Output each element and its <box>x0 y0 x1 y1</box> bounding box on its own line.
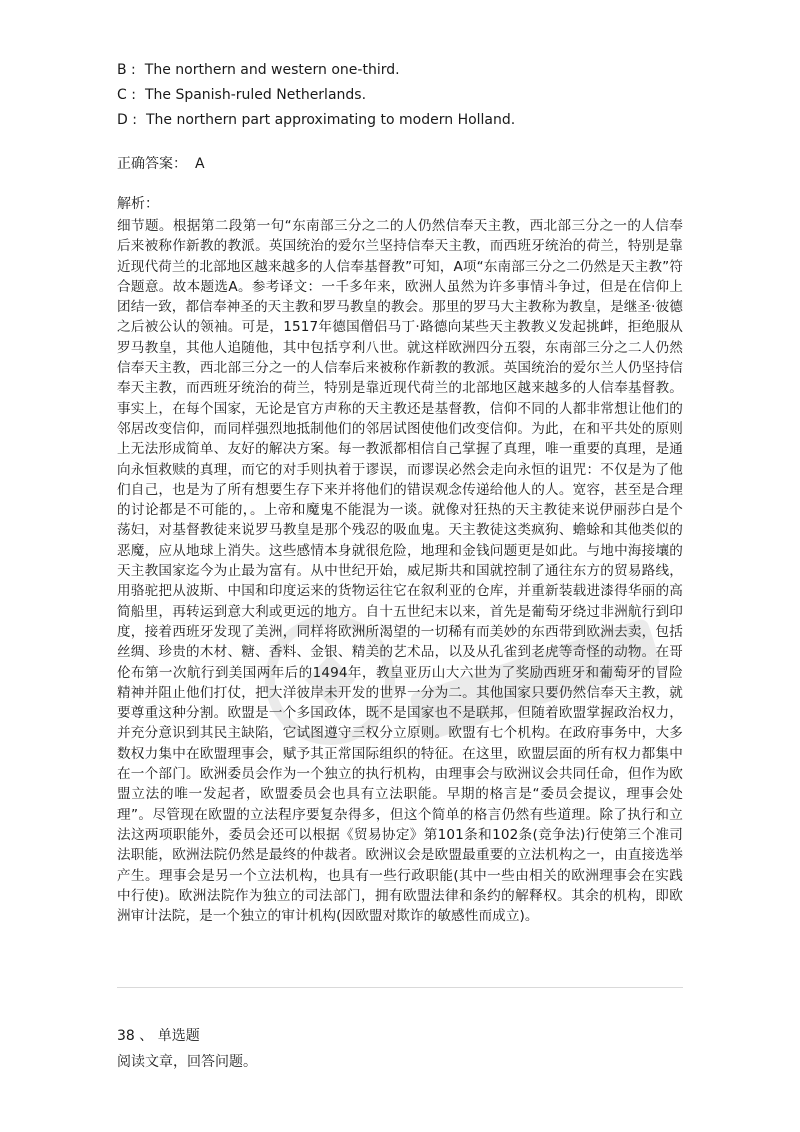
section-divider <box>117 987 683 988</box>
option-key: B : <box>117 62 136 78</box>
option-d[interactable] <box>117 112 515 128</box>
analysis-label: 解析： <box>117 196 159 212</box>
answer-label: 正确答案： <box>117 156 187 172</box>
question-number: 38 、 单选题 <box>117 1028 200 1044</box>
option-text: The Spanish-ruled Netherlands. <box>144 87 367 103</box>
answer-value: A <box>195 156 205 172</box>
option-c[interactable] <box>117 87 366 103</box>
option-key: D : <box>117 112 137 128</box>
option-key: C : <box>117 87 136 103</box>
analysis-text: 细节题。根据第二段第一句“东南部三分之二的人仍然信奉天主教，西北部三分之一的人信奉后来被称作新教的教派。英国统治的爱尔兰坚持信奉天主教，而西班牙统治的荷兰，特别是靠近现代荷兰的北部地区越来越多的人信奉基督教”可知，A项“东南部三分之二仍然是天主教”符合题意。故本题选A。参考译文：一千多年来，欧洲人虽然为许多事情斗争过，但是在信仰上团结一致，都信奉神圣的天主教和罗马教皇的教会。那里的罗马大主教称为教皇，是继圣·彼德之后被公认的领袖。可是，1517年德国僧侣马丁·路德向某些天主教教义发起挑衅，拒绝服从罗马教皇，其他人追随他，其中包括亨利八世。就这样欧洲四分五裂，东南部三分之二人仍然信奉天主教，西北部三分之一的人信奉后来被称作新教的教派。英国统治的爱尔兰人仍坚持信奉天主教，而西班牙统治的荷兰，特别是靠近现代荷兰的北部地区越来越多的人信奉基督教。事实上，在每个国家，无论是官方声称的天主教还是基督教，信仰不同的人都非常想让他们的邻居改变信仰，而同样强烈地抵制他们的邻居试图使他们改变信仰。为此，在和平共处的原则上无法形成简单、友好的解决方案。每一教派都相信自己掌握了真理，唯一重要的真理，是通向永恒救赎的真理，而它的对手则执着于谬误，而谬误必然会走向永恒的诅咒：不仅是为了他们自己，也是为了所有想要生存下来并将他们的错误观念传递给他人的人。宽容，甚至是合理的讨论都是不可能的，。上帝和魔鬼不能混为一谈。就像对狂热的天主教徒来说伊丽莎白是个荡妇，对基督教徒来说罗马教皇是那个残忍的吸血鬼。天主教徒这类疯狗、蟾蜍和其他类似的恶魔，应从地球上消失。这些感情本身就很危险，地理和金钱问题更是如此。与地中海接壤的天主教国家迄今为止最为富有。从中世纪开始，威尼斯共和国就控制了通往东方的贸易路线，用骆驼把从波斯、中国和印度运来的货物运往它在叙利亚的仓库，并重新装载进漆得华丽的高简船里，再转运到意大利或更远的地方。自十五世纪末以来，首先是葡萄牙绕过非洲航行到印度，接着西班牙发现了美洲，同样将欧洲所渴望的一切稀有而美妙的东西带到欧洲去卖，包括丝绸、珍贵的木材、糖、香料、金银、精美的艺术品，以及从孔雀到老虎等奇怪的动物。在哥伦布第一次航行到美国两年后的1494年，教皇亚历山大六世为了奖励西班牙和葡萄牙的冒险精神并阻止他们打仗，把大洋彼岸未开发的世界一分为二。其他国家只要仍然信奉天主教，就要尊重这种分割。欧盟是一个多国政体，既不是国家也不是联邦，但随着欧盟掌握政治权力，并充分意识到其民主缺陷，它试图遵守三权分立原则。欧盟有七个机构。在政府事务中，大多数权力集中在欧盟理事会，赋予其正常国际组织的特征。在这里，欧盟层面的所有权力都集中在一个部门。欧洲委员会作为一个独立的执行机构，由理事会与欧洲议会共同任命，但作为欧盟立法的唯一发起者，欧盟委员会也具有立法职能。早期的格言是“委员会提议，理事会处理”。尽管现在欧盟的立法程序要复杂得多，但这个简单的格言仍然有些道理。除了执行和立法这两项职能外，委员会还可以根据《贸易协定》第101条和102条(竞争法)行使第三个准司法职能，欧洲法院仍然是最终的仲裁者。欧洲议会是欧盟最重要的立法机构之一，由直接选举产生。理事会是另一个立法机构，也具有一些行政职能(其中一些由相关的欧洲理事会在实践中行使)。欧洲法院作为独立的司法部门，拥有欧盟法律和条约的解释权。其余的机构，即欧洲审计法院，是一个独立的审计机构(因欧盟对欺诈的敏感性而成立)。 <box>117 218 683 925</box>
correct-answer <box>117 153 205 173</box>
option-b[interactable] <box>117 62 400 78</box>
option-text: The northern and western one-third. <box>144 62 400 78</box>
question-prompt: 阅读文章，回答问题。 <box>117 1054 257 1070</box>
option-text: The northern part approximating to modern Holland. <box>145 112 516 128</box>
